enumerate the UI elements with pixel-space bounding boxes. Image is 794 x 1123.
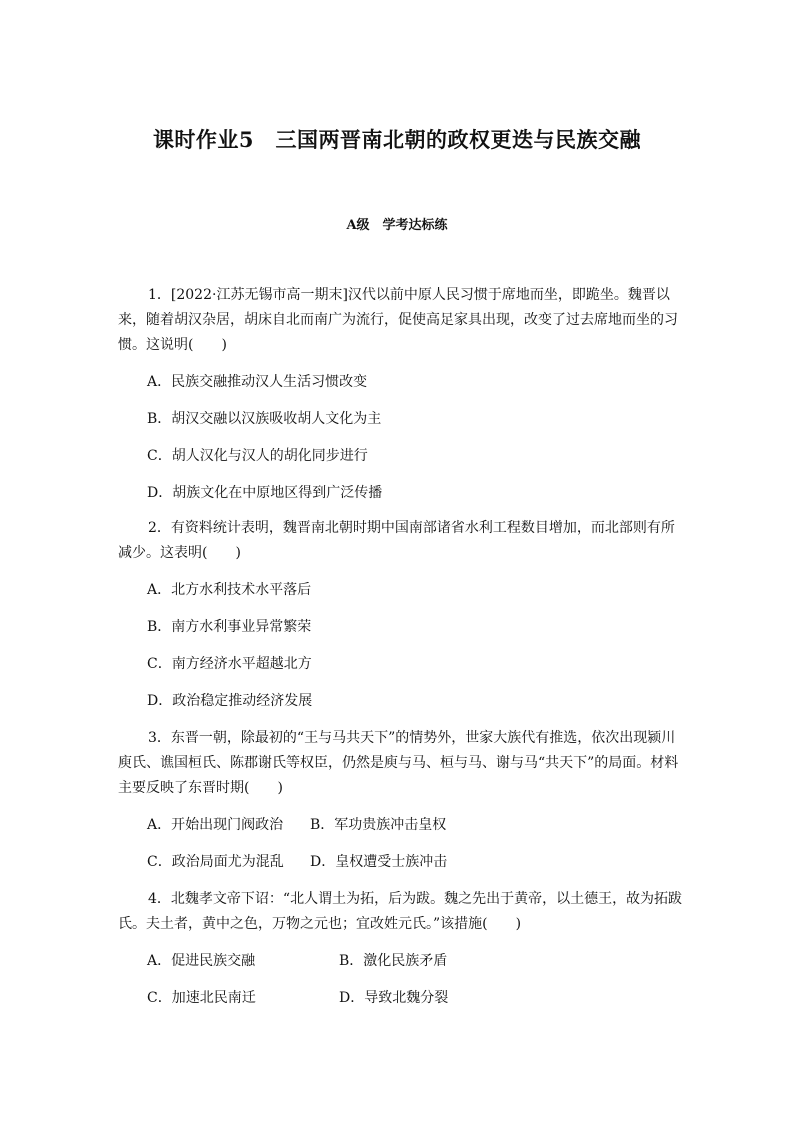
option-row	[118, 980, 684, 1017]
question-stem: 3．东晋一朝，除最初的“王与马共天下”的情势外，世家大族代有推选，依次出现颍川庾氏、谯国桓氏、陈郡谢氏等权臣，仍然是庾与马、桓与马、谢与马“共天下”的局面。材料主要反映了东晋时期( )	[118, 730, 679, 796]
section-heading: A级 学考达标练	[346, 218, 448, 233]
option-d: D．皇权遭受士族冲击	[310, 854, 448, 870]
option-b: B．胡汉交融以汉族吸收胡人文化为主	[147, 411, 382, 427]
option-c: C．南方经济水平超越北方	[147, 656, 312, 672]
option-c: C．加速北民南迁	[147, 990, 256, 1006]
option-c: C．政治局面尤为混乱	[147, 854, 284, 870]
option-d: D．导致北魏分裂	[339, 990, 449, 1006]
option-a: A．北方水利技术水平落后	[147, 582, 312, 598]
question-3	[118, 726, 684, 881]
option-b: B．南方水利事业异常繁荣	[147, 619, 312, 635]
question-1	[118, 283, 684, 512]
option-row	[118, 807, 684, 844]
option-d: D．政治稳定推动经济发展	[147, 693, 313, 709]
option-row	[118, 844, 684, 881]
option-b: B．军功贵族冲击皇权	[310, 817, 447, 833]
option-a: A．促进民族交融	[147, 953, 256, 969]
question-stem: 4．北魏孝文帝下诏：“北人谓土为拓，后为跋。魏之先出于黄帝，以土德王，故为拓跋氏。夫土者，黄中之色，万物之元也；宜改姓元氏。”该措施( )	[118, 891, 683, 932]
question-stem: 2．有资料统计表明，魏晋南北朝时期中国南部诸省水利工程数目增加，而北部则有所减少。这表明( )	[118, 520, 675, 561]
option-row	[118, 943, 684, 980]
option-c: C．胡人汉化与汉人的胡化同步进行	[147, 448, 368, 464]
option-b: B．激化民族矛盾	[339, 953, 448, 969]
question-4	[118, 887, 684, 1017]
question-stem: 1．[2022·江苏无锡市高一期末]汉代以前中原人民习惯于席地而坐，即跪坐。魏晋以来，随着胡汉杂居，胡床自北而南广为流行，促使高足家具出现，改变了过去席地而坐的习惯。这说明( )	[118, 287, 678, 353]
option-d: D．胡族文化在中原地区得到广泛传播	[147, 485, 383, 501]
option-a: A．民族交融推动汉人生活习惯改变	[147, 374, 368, 390]
question-2	[118, 516, 684, 720]
option-a: A．开始出现门阀政治	[147, 817, 284, 833]
page-title: 课时作业5 三国两晋南北朝的政权更迭与民族交融	[152, 127, 642, 152]
